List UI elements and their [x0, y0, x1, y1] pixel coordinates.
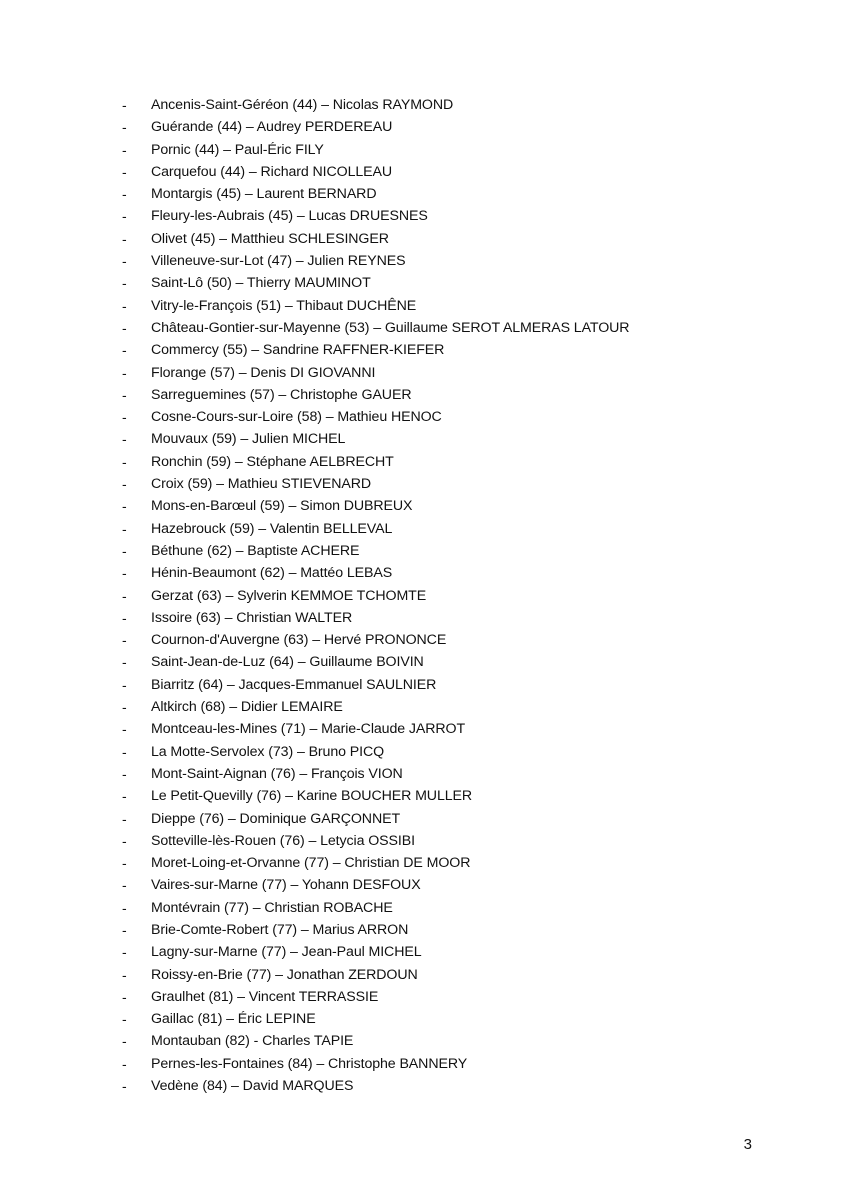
list-item	[122, 629, 629, 651]
list-item	[122, 852, 629, 874]
list-item-text: Vaires-sur-Marne (77) – Yohann DESFOUX	[151, 877, 421, 894]
list-item	[122, 1075, 629, 1097]
list-item	[122, 808, 629, 830]
list-item-text: Cosne-Cours-sur-Loire (58) – Mathieu HENOC	[151, 409, 442, 426]
list-item	[122, 183, 629, 205]
list-bullet: -	[122, 97, 127, 113]
list-bullet: -	[122, 877, 127, 894]
list-item	[122, 830, 629, 852]
list-bullet: -	[122, 453, 127, 470]
list-item	[122, 540, 629, 562]
list-item-text: Hazebrouck (59) – Valentin BELLEVAL	[151, 520, 393, 537]
list-item	[122, 562, 629, 584]
list-bullet: -	[122, 810, 127, 827]
list-item	[122, 205, 629, 227]
list-bullet: -	[122, 921, 127, 938]
list-item	[122, 295, 629, 317]
list-item	[122, 785, 629, 807]
list-bullet: -	[122, 765, 127, 782]
list-item	[122, 317, 629, 339]
list-item	[122, 897, 629, 919]
list-item-text: Ancenis-Saint-Géréon (44) – Nicolas RAYMOND	[151, 97, 454, 113]
list-item	[122, 941, 629, 963]
candidate-list	[122, 94, 629, 1097]
list-item-text: Gerzat (63) – Sylverin KEMMOE TCHOMTE	[151, 587, 427, 604]
list-bullet: -	[122, 788, 127, 805]
list-item	[122, 585, 629, 607]
list-item	[122, 651, 629, 673]
list-item-text: Guérande (44) – Audrey PERDEREAU	[151, 119, 393, 136]
list-item	[122, 718, 629, 740]
list-item-text: Graulhet (81) – Vincent TERRASSIE	[151, 988, 379, 1005]
list-item-text: Pernes-les-Fontaines (84) – Christophe BANNERY	[151, 1055, 468, 1072]
list-bullet: -	[122, 899, 127, 916]
list-bullet: -	[122, 498, 127, 515]
list-item	[122, 1030, 629, 1052]
list-bullet: -	[122, 832, 127, 849]
list-item	[122, 473, 629, 495]
list-item	[122, 339, 629, 361]
list-bullet: -	[122, 721, 127, 738]
list-item-text: La Motte-Servolex (73) – Bruno PICQ	[151, 743, 385, 760]
list-item	[122, 874, 629, 896]
page-number: 3	[743, 1136, 752, 1153]
list-bullet: -	[122, 855, 127, 872]
list-bullet: -	[122, 609, 127, 626]
list-item-text: Mons-en-Barœul (59) – Simon DUBREUX	[151, 498, 413, 515]
list-bullet: -	[122, 364, 127, 381]
list-item	[122, 228, 629, 250]
list-item-text: Villeneuve-sur-Lot (47) – Julien REYNES	[151, 253, 406, 270]
list-bullet: -	[122, 676, 127, 693]
list-item	[122, 362, 629, 384]
list-item	[122, 250, 629, 272]
list-item-text: Lagny-sur-Marne (77) – Jean-Paul MICHEL	[151, 944, 422, 961]
list-bullet: -	[122, 587, 127, 604]
list-item-text: Montévrain (77) – Christian ROBACHE	[151, 899, 393, 916]
list-item-text: Fleury-les-Aubrais (45) – Lucas DRUESNES	[151, 208, 428, 225]
list-item-text: Ronchin (59) – Stéphane AELBRECHT	[151, 453, 394, 470]
list-bullet: -	[122, 542, 127, 559]
list-item	[122, 763, 629, 785]
list-item-text: Biarritz (64) – Jacques-Emmanuel SAULNIER	[151, 676, 437, 693]
list-bullet: -	[122, 1011, 127, 1028]
list-bullet: -	[122, 230, 127, 247]
list-bullet: -	[122, 409, 127, 426]
list-bullet: -	[122, 119, 127, 136]
list-bullet: -	[122, 743, 127, 760]
list-bullet: -	[122, 944, 127, 961]
list-item-text: Pornic (44) – Paul-Éric FILY	[151, 141, 324, 158]
list-bullet: -	[122, 386, 127, 403]
list-item-text: Le Petit-Quevilly (76) – Karine BOUCHER MULLER	[151, 788, 473, 805]
list-item	[122, 919, 629, 941]
list-item	[122, 384, 629, 406]
list-item-text: Commercy (55) – Sandrine RAFFNER-KIEFER	[151, 342, 445, 359]
list-bullet: -	[122, 966, 127, 983]
list-item-text: Mont-Saint-Aignan (76) – François VION	[151, 765, 403, 782]
list-item-text: Florange (57) – Denis DI GIOVANNI	[151, 364, 376, 381]
list-bullet: -	[122, 520, 127, 537]
list-item-text: Altkirch (68) – Didier LEMAIRE	[151, 699, 343, 716]
list-item	[122, 986, 629, 1008]
list-bullet: -	[122, 186, 127, 203]
list-item	[122, 94, 629, 116]
list-item	[122, 696, 629, 718]
list-item-text: Brie-Comte-Robert (77) – Marius ARRON	[151, 921, 409, 938]
list-item-text: Vitry-le-François (51) – Thibaut DUCHÊNE	[151, 297, 417, 314]
list-item	[122, 272, 629, 294]
list-item	[122, 518, 629, 540]
list-item-text: Saint-Jean-de-Luz (64) – Guillaume BOIVIN	[151, 654, 424, 671]
list-item-text: Olivet (45) – Matthieu SCHLESINGER	[151, 230, 389, 247]
list-item-text: Béthune (62) – Baptiste ACHERE	[151, 542, 360, 559]
list-item-text: Montauban (82) - Charles TAPIE	[151, 1033, 354, 1050]
list-item-text: Montceau-les-Mines (71) – Marie-Claude JARROT	[151, 721, 466, 738]
list-bullet: -	[122, 699, 127, 716]
list-item	[122, 139, 629, 161]
list-bullet: -	[122, 565, 127, 582]
list-item-text: Dieppe (76) – Dominique GARÇONNET	[151, 810, 401, 827]
list-item-text: Moret-Loing-et-Orvanne (77) – Christian DE MOOR	[151, 855, 471, 872]
list-item	[122, 451, 629, 473]
list-item-text: Saint-Lô (50) – Thierry MAUMINOT	[151, 275, 371, 292]
list-bullet: -	[122, 275, 127, 292]
list-bullet: -	[122, 319, 127, 336]
list-bullet: -	[122, 632, 127, 649]
list-bullet: -	[122, 253, 127, 270]
list-item-text: Vedène (84) – David MARQUES	[151, 1078, 354, 1095]
list-item-text: Issoire (63) – Christian WALTER	[151, 609, 353, 626]
list-item	[122, 1008, 629, 1030]
list-item	[122, 495, 629, 517]
list-item	[122, 161, 629, 183]
list-item	[122, 964, 629, 986]
list-item	[122, 116, 629, 138]
list-item-text: Sotteville-lès-Rouen (76) – Letycia OSSIBI	[151, 832, 415, 849]
list-item-text: Hénin-Beaumont (62) – Mattéo LEBAS	[151, 565, 393, 582]
list-item	[122, 674, 629, 696]
list-bullet: -	[122, 297, 127, 314]
list-bullet: -	[122, 1055, 127, 1072]
list-bullet: -	[122, 988, 127, 1005]
list-item-text: Roissy-en-Brie (77) – Jonathan ZERDOUN	[151, 966, 418, 983]
list-bullet: -	[122, 1078, 127, 1095]
list-item	[122, 1053, 629, 1075]
list-bullet: -	[122, 476, 127, 493]
list-bullet: -	[122, 163, 127, 180]
list-bullet: -	[122, 1033, 127, 1050]
list-bullet: -	[122, 208, 127, 225]
list-item-text: Montargis (45) – Laurent BERNARD	[151, 186, 377, 203]
list-item-text: Cournon-d'Auvergne (63) – Hervé PRONONCE	[151, 632, 447, 649]
list-item-text: Croix (59) – Mathieu STIEVENARD	[151, 476, 372, 493]
list-item	[122, 741, 629, 763]
list-item-text: Sarreguemines (57) – Christophe GAUER	[151, 386, 412, 403]
list-bullet: -	[122, 141, 127, 158]
list-item-text: Mouvaux (59) – Julien MICHEL	[151, 431, 346, 448]
list-item	[122, 406, 629, 428]
list-item-text: Château-Gontier-sur-Mayenne (53) – Guillaume SEROT ALMERAS LATOUR	[151, 319, 630, 336]
list-bullet: -	[122, 342, 127, 359]
list-bullet: -	[122, 431, 127, 448]
list-item	[122, 428, 629, 450]
list-bullet: -	[122, 654, 127, 671]
list-item-text: Gaillac (81) – Éric LEPINE	[151, 1011, 316, 1028]
list-item-text: Carquefou (44) – Richard NICOLLEAU	[151, 163, 393, 180]
list-item	[122, 607, 629, 629]
